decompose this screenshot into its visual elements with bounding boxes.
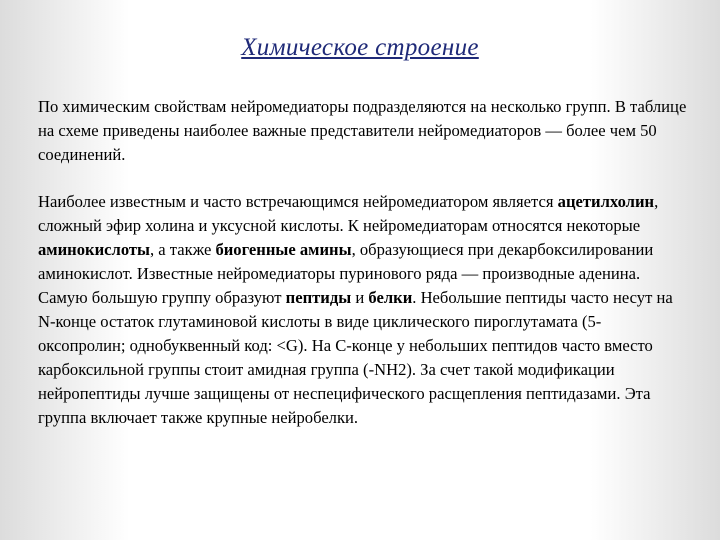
term-amino-acids: аминокислоты xyxy=(38,240,150,259)
text-segment: , образующиеся при декарбоксилировании аминокислот. Известные нейромедиаторы пуринового ряда — производные аденина. Самую большую группу образуют xyxy=(38,240,654,307)
main-paragraph xyxy=(38,190,688,430)
text-segment: и xyxy=(351,288,369,307)
term-biogenic-amines: биогенные амины xyxy=(215,240,352,259)
text-segment: , а также xyxy=(150,240,216,259)
text-segment: Наиболее известным и часто встречающимся нейромедиатором является xyxy=(38,192,558,211)
intro-paragraph: По химическим свойствам нейромедиаторы подразделяются на несколько групп. В таблице на схеме приведены наиболее важные представители нейромедиаторов — более чем 50 соединений. xyxy=(38,97,687,164)
slide-title: Химическое строение xyxy=(241,34,479,61)
term-peptides: пептиды xyxy=(285,288,352,307)
text-segment: , сложный эфир холина и уксусной кислоты. К нейромедиаторам относятся некоторые xyxy=(38,192,659,235)
text-segment: . Небольшие пептиды часто несут на N-конце остаток глутаминовой кислоты в виде циклического пироглутамата (5-оксопролин; однобуквенный код: <G). На С-конце у небольших пептидов часто вместо карбоксильной группы стоит амидная группа (-NH2). За счет такой модификации нейропептиды лучше защищены от неспецифического расщепления пептидазами. Эта группа включает также крупные нейробелки. xyxy=(38,288,673,427)
term-proteins: белки xyxy=(368,288,413,307)
term-acetylcholine: ацетилхолин xyxy=(557,192,655,211)
